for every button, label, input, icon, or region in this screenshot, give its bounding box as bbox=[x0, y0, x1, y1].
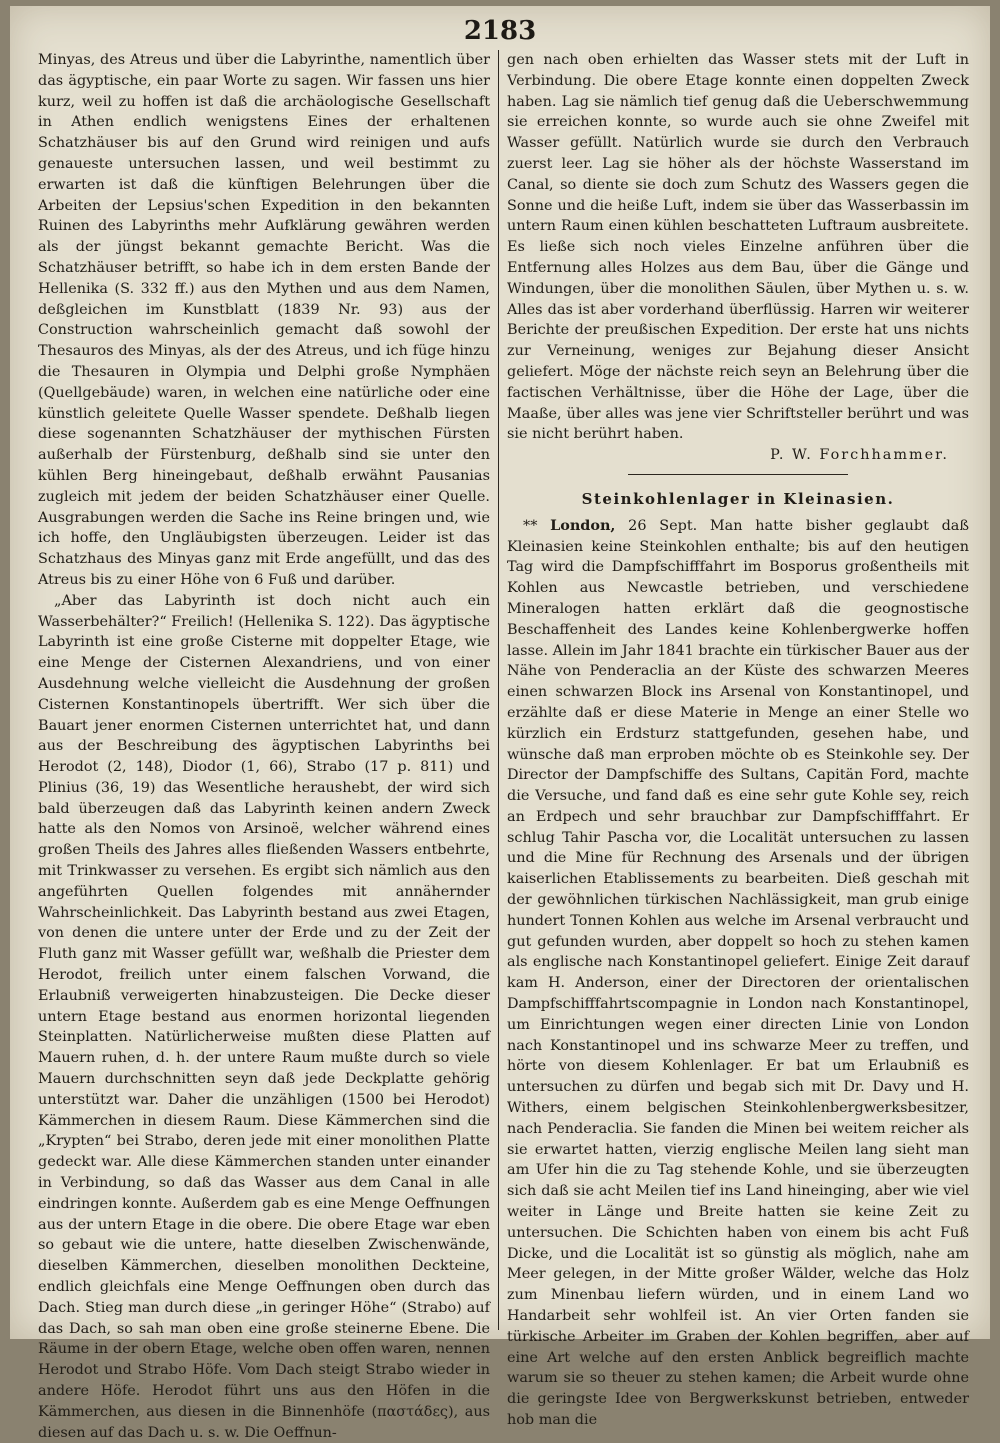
right-column bbox=[507, 50, 969, 1431]
dateline-date: 26 Sept. bbox=[615, 517, 698, 534]
left-column bbox=[38, 50, 490, 1443]
left-paragraph-2: „Aber das Labyrinth ist doch nicht auch ein Wasserbehälter?“ Freilich! (Hellenika S. 122). Das ägyptische Labyrinth ist eine große Cisterne mit doppelter Etage, wie eine Menge der Cisternen Alexandriens, und von einer Ausdehnung welche vielleicht die Ausdehnung der großen Cisternen Konstantinopels übertrifft. Wer sich über die Bauart jener enormen Cisternen unterrichtet hat, und dann aus der Beschreibung des ägyptischen Labyrinths bei Herodot (2, 148), Diodor (1, 66), Strabo (17 p. 811) und Plinius (36, 19) das Wesentliche heraushebt, der wird sich bald überzeugen daß das Labyrinth keinen andern Zweck hatte als den Nomos von Arsinoë, welcher während eines großen Theils des Jahres alles fließenden Wassers entbehrte, mit Trinkwasser zu versehen. Es ergibt sich nämlich aus den angeführten Quellen folgendes mit annähernder Wahrscheinlichkeit. Das Labyrinth bestand aus zwei Etagen, von denen die untere unter der Erde und zu der Zeit der Fluth ganz mit Wasser gefüllt war, weßhalb die Priester dem Herodot, freilich unter einem falschen Vorwand, die Erlaubniß verweigerten hinabzusteigen. Die Decke dieser untern Etage bestand aus enormen horizontal liegenden Steinplatten. Natürlicherweise mußten diese Platten auf Mauern ruhen, d. h. der untere Raum mußte durch so viele Mauern durchschnitten seyn daß jede Deckplatte gehörig unterstützt war. Daher die unzähligen (1500 bei Herodot) Kämmerchen in diesem Raum. Diese Kämmerchen sind die „Krypten“ bei Strabo, deren jede mit einer monolithen Platte gedeckt war. Alle diese Kämmerchen standen unter einander in Verbindung, so daß das Wasser aus dem Canal in alle eindringen konnte. Außerdem gab es eine Menge Oeffnungen aus der untern Etage in die obere. Die obere Etage war eben so gebaut wie die untere, hatte dieselben Zwischenwände, dieselben Kämmerchen, dieselben monolithen Deckteine, endlich gleichfals eine Menge Oeffnungen oben durch das Dach. Stieg man durch diese „in geringer Höhe“ (Strabo) auf das Dach, so sah man oben eine große steinerne Ebene. Die Räume in der obern Etage, welche oben offen waren, nennen Herodot und Strabo Höfe. Vom Dach steigt Strabo wieder in andere Höfe. Herodot führt uns aus den Höfen in die Kämmerchen, aus diesen in die Binnenhöfe (παστάδες), aus diesen auf das Dach u. s. w. Die Oeffnun- bbox=[38, 592, 490, 1441]
article-paragraph bbox=[507, 516, 969, 1431]
newspaper-page bbox=[10, 6, 990, 1441]
column-divider bbox=[498, 50, 499, 1330]
section-divider bbox=[628, 474, 848, 475]
article-heading: Steinkohlenlager in Kleinasien. bbox=[581, 489, 895, 508]
left-paragraph-1: Minyas, des Atreus und über die Labyrinthe, namentlich über das ägyptische, ein paar Worte zu sagen. Wir fassen uns hier kurz, weil zu hoffen ist daß die archäologische Gesellschaft in Athen endlich wenigstens Eines der erhaltenen Schatzhäuser bis auf den Grund wird reinigen und aufs genaueste untersuchen lassen, und weil bestimmt zu erwarten ist daß die künftigen Belehrungen über die Arbeiten der Lepsius'schen Expedition in den bekannten Ruinen des Labyrinths mehr Aufklärung gewähren werden als der jüngst bekannt gemachte Bericht. Was die Schatzhäuser betrifft, so habe ich in dem ersten Bande der Hellenika (S. 332 ff.) aus den Mythen und aus dem Namen, deßgleichen im Kunstblatt (1839 Nr. 93) aus der Construction wahrscheinlich gemacht daß sowohl der Thesauros des Minyas, als der des Atreus, und ich füge hinzu die Thesauren in Olympia und Delphi große Nymphäen (Quellgebäude) waren, in welchen eine natürliche oder eine künstlich geleitete Quelle Wasser spendete. Deßhalb liegen diese sogenannten Schatzhäuser der mythischen Fürsten außerhalb der Fürstenburg, deßhalb sind sie unter den kühlen Berg hineingebaut, deßhalb erwähnt Pausanias zugleich mit jedem der beiden Schatzhäuser einer Quelle. Ausgrabungen werden die Sache ins Reine bringen und, wie ich hoffe, den Ungläubigsten überzeugen. Leider ist das Schatzhaus des Minyas ganz mit Erde angefüllt, und das des Atreus bis zu einer Höhe von 6 Fuß und darüber. bbox=[38, 52, 490, 588]
right-continuation-paragraph: gen nach oben erhielten das Wasser stets mit der Luft in Verbindung. Die obere Etage konnte einen doppelten Zweck haben. Lag sie nämlich tief genug daß die Ueberschwemmung sie erreichen konnte, so wurde auch sie ohne Zweifel mit Wasser gefüllt. Natürlich wurde sie durch den Verbrauch zuerst leer. Lag sie höher als der höchste Wasserstand im Canal, so diente sie doch zum Schutz des Wassers gegen die Sonne und die heiße Luft, indem sie über das Wasserbassin im untern Raum einen kühlen beschatteten Luftraum ausbreitete. Es ließe sich noch vieles Einzelne anführen über die Entfernung alles Holzes aus dem Bau, über die Gänge und Windungen, über die monolithen Säulen, über Mythen u. s. w. Alles das ist aber vorderhand überflüssig. Harren wir weiterer Berichte der preußischen Expedition. Der erste hat uns nichts zur Verneinung, weniges zur Bejahung dieser Ansicht geliefert. Möge der nächste reich seyn an Belehrung über die factischen Verhältnisse, über die Höhe der Lage, über die Maaße, über alles was jene vier Schriftsteller berührt und was sie nicht berührt haben. bbox=[507, 52, 969, 443]
author-signature: P. W. Forchhammer. bbox=[770, 447, 949, 464]
dateline-place: London, bbox=[550, 516, 616, 534]
page-number: 2183 bbox=[463, 16, 537, 46]
article-body: Man hatte bisher geglaubt daß Kleinasien keine Steinkohlen enthalte; bis auf den heutigen Tag wird die Dampfschifffahrt im Bosporus großentheils mit Kohlen aus Newcastle betrieben, und verschiedene Mineralogen hatten erklärt daß die geognostische Beschaffenheit des Landes keine Kohlenbergwerke hoffen lasse. Allein im Jahr 1841 brachte ein türkischer Bauer aus der Nähe von Penderaclia an der Küste des schwarzen Meeres einen schwarzen Block ins Arsenal von Konstantinopel, und erzählte daß er diese Materie in Menge an einer Stelle wo kürzlich ein Erdsturz stattgefunden, gesehen habe, und wünsche daß man erproben möchte ob es Steinkohle sey. Der Director der Dampfschiffe des Sultans, Capitän Ford, machte die Versuche, und fand daß es eine sehr gute Kohle sey, reich an Erdpech und sehr brauchbar zur Dampfschifffahrt. Er schlug Tahir Pascha vor, die Localität untersuchen zu lassen und die Mine für Rechnung des Arsenals und der übrigen kaiserlichen Etablissements zu bearbeiten. Dieß geschah mit der gewöhnlichen türkischen Nachlässigkeit, man grub einige hundert Tonnen Kohlen aus welche im Arsenal verbraucht und gut gefunden wurden, aber doppelt so hoch zu stehen kamen als englische nach Konstantinopel geliefert. Einige Zeit darauf kam H. Anderson, einer der Directoren der orientalischen Dampfschifffahrtscompagnie in London nach Konstantinopel, um Einrichtungen wegen einer directen Linie von London nach Konstantinopel und ins schwarze Meer zu treffen, und hörte von diesem Kohlenlager. Er bat um Erlaubniß es untersuchen zu dürfen und begab sich mit Dr. Davy und H. Withers, einem belgischen Steinkohlenbergwerksbesitzer, nach Penderaclia. Sie fanden die Minen bei weitem reicher als sie erwartet hatten, vierzig englische Meilen lang sieht man am Ufer hin die zu Tag stehende Kohle, und sie überzeugten sich daß sie acht Meilen tief ins Land hineinging, aber wie viel weiter in Länge und Breite hatten sie keine Zeit zu untersuchen. Die Schichten haben von einem bis acht Fuß Dicke, und die Localität ist so günstig als möglich, nahe am Meer gelegen, in der Mitte großer Wälder, welche das Holz zum Minenbau liefern würden, und in einem Land wo Handarbeit sehr wohlfeil ist. An vier Orten fanden sie türkische Arbeiter im Graben der Kohlen begriffen, aber auf eine Art welche auf den ersten Anblick begreiflich machte warum sie so theuer zu stehen kamen; die Arbeit wurde ohne die geringste Idee von Bergwerkskunst betrieben, entweder hob man die bbox=[507, 517, 969, 1428]
dateline-marker: ** bbox=[523, 517, 551, 534]
